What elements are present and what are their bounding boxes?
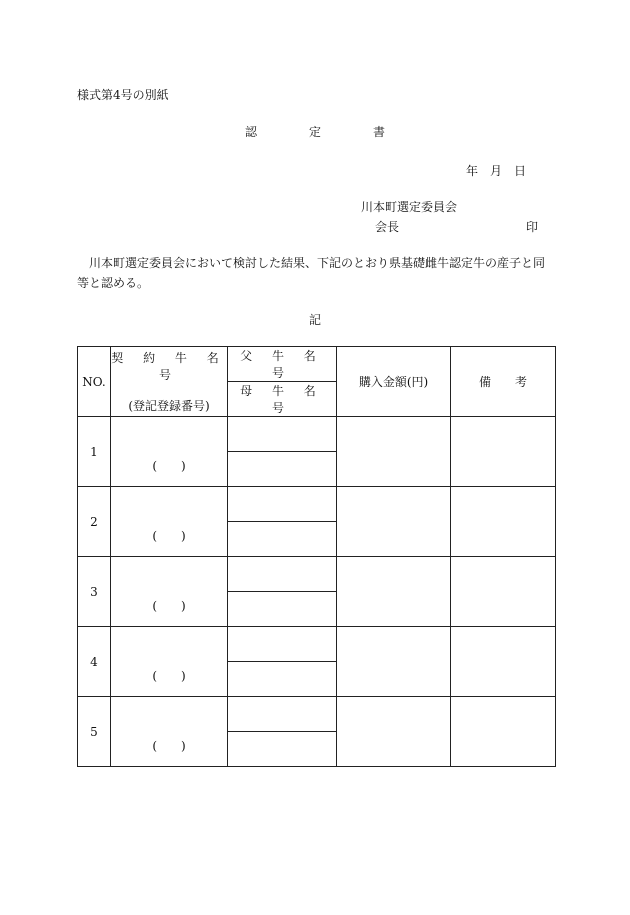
header-registration-label: (登記登録番号) bbox=[128, 399, 210, 413]
row-number: 5 bbox=[78, 697, 111, 767]
registration-number-placeholder: ( ) bbox=[152, 738, 186, 753]
header-contract-name-label: 契 約 牛 名 号 bbox=[111, 351, 227, 382]
dam-name-cell[interactable] bbox=[228, 592, 337, 627]
remarks-cell[interactable] bbox=[451, 627, 556, 697]
header-contract-name bbox=[111, 347, 228, 417]
registration-number-placeholder: ( ) bbox=[152, 458, 186, 473]
table-header-row bbox=[78, 347, 556, 382]
dam-name-cell[interactable] bbox=[228, 732, 337, 767]
row-number: 1 bbox=[78, 417, 111, 487]
table-row bbox=[78, 487, 556, 522]
contract-name-cell[interactable] bbox=[111, 417, 228, 487]
header-dam: 母 牛 名 号 bbox=[228, 382, 337, 417]
header-price: 購入金額(円) bbox=[337, 347, 451, 417]
price-cell[interactable] bbox=[337, 417, 451, 487]
seal-mark: 印 bbox=[526, 220, 539, 234]
price-cell[interactable] bbox=[337, 627, 451, 697]
cattle-certification-table bbox=[77, 346, 556, 767]
chair-label: 会長 bbox=[375, 220, 400, 234]
table-row bbox=[78, 697, 556, 732]
row-number: 3 bbox=[78, 557, 111, 627]
row-number: 4 bbox=[78, 627, 111, 697]
header-remarks: 備 考 bbox=[451, 347, 556, 417]
registration-number-placeholder: ( ) bbox=[152, 668, 186, 683]
price-cell[interactable] bbox=[337, 697, 451, 767]
table-row bbox=[78, 417, 556, 452]
table-row bbox=[78, 627, 556, 662]
remarks-cell[interactable] bbox=[451, 417, 556, 487]
registration-number-placeholder: ( ) bbox=[152, 598, 186, 613]
header-no: NO. bbox=[78, 347, 111, 417]
organization-name: 川本町選定委員会 bbox=[361, 200, 458, 214]
form-number-label: 様式第4号の別紙 bbox=[77, 88, 169, 102]
remarks-cell[interactable] bbox=[451, 557, 556, 627]
dam-name-cell[interactable] bbox=[228, 522, 337, 557]
price-cell[interactable] bbox=[337, 487, 451, 557]
remarks-cell[interactable] bbox=[451, 487, 556, 557]
sire-name-cell[interactable] bbox=[228, 627, 337, 662]
price-cell[interactable] bbox=[337, 557, 451, 627]
registration-number-placeholder: ( ) bbox=[152, 528, 186, 543]
row-number: 2 bbox=[78, 487, 111, 557]
sire-name-cell[interactable] bbox=[228, 487, 337, 522]
header-sire: 父 牛 名 号 bbox=[228, 347, 337, 382]
contract-name-cell[interactable] bbox=[111, 487, 228, 557]
sire-name-cell[interactable] bbox=[228, 417, 337, 452]
remarks-cell[interactable] bbox=[451, 697, 556, 767]
body-paragraph: 川本町選定委員会において検討した結果、下記のとおり県基礎雌牛認定牛の産子と同等と認める。 bbox=[77, 256, 546, 290]
date-line: 年 月 日 bbox=[466, 164, 527, 178]
dam-name-cell[interactable] bbox=[228, 662, 337, 697]
document-title: 認 定 書 bbox=[244, 125, 405, 139]
contract-name-cell[interactable] bbox=[111, 697, 228, 767]
note-heading: 記 bbox=[308, 313, 321, 327]
sire-name-cell[interactable] bbox=[228, 557, 337, 592]
dam-name-cell[interactable] bbox=[228, 452, 337, 487]
contract-name-cell[interactable] bbox=[111, 627, 228, 697]
sire-name-cell[interactable] bbox=[228, 697, 337, 732]
contract-name-cell[interactable] bbox=[111, 557, 228, 627]
table-row bbox=[78, 557, 556, 592]
